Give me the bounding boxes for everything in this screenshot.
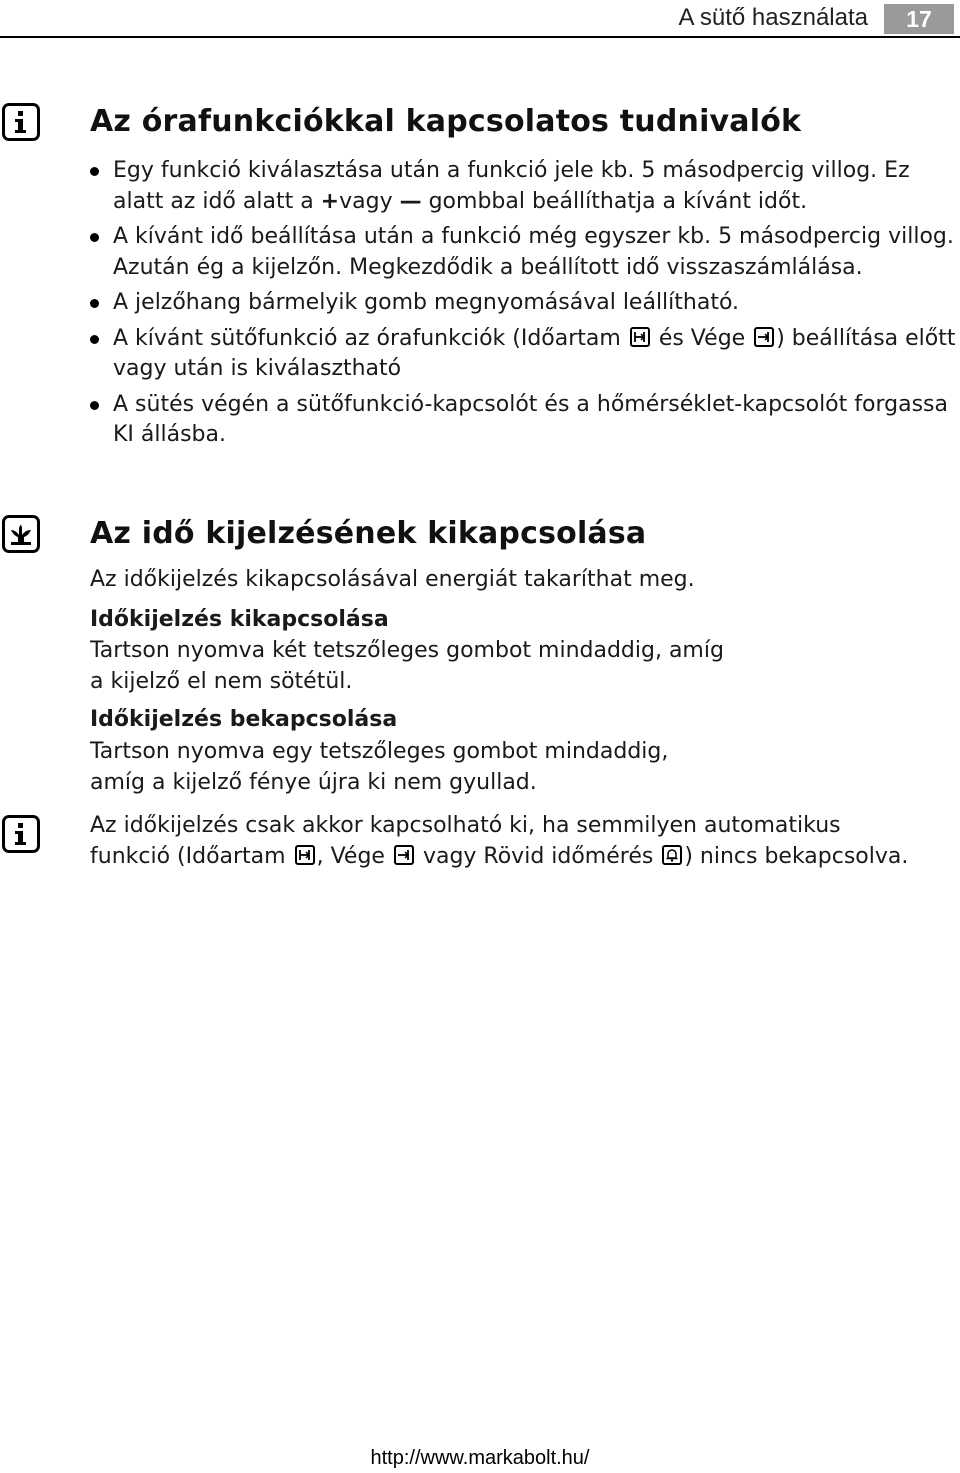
- info-icon: [2, 815, 40, 853]
- info-icon: [2, 103, 40, 141]
- page-header-title: A sütő használata: [678, 4, 868, 31]
- display-off-note: Az időkijelzés csak akkor kapcsolható ki, ha semmilyen automatikus funkció (Időartam , Vége vagy Rövid időmérés ) nincs bekapcsolva.: [90, 813, 909, 869]
- plus-symbol: +: [320, 188, 340, 214]
- list-item: Egy funkció kiválasztása után a funkció jele kb. 5 másodpercig villog. Ez alatt az idő alatt a +vagy — gombbal beállíthatja a kívánt időt.: [88, 156, 956, 217]
- section-title-clock-functions: Az órafunkciókkal kapcsolatos tudnivalók: [90, 104, 802, 139]
- list-item: A kívánt idő beállítása után a funkció még egyszer kb. 5 másodpercig villog. Azután ég a kijelzőn. Megkezdődik a beállított idő visszaszámlálása.: [88, 222, 956, 283]
- list-item: A jelzőhang bármelyik gomb megnyomásával leállítható.: [88, 288, 956, 319]
- list-item: A sütés végén a sütőfunkció-kapcsolót és a hőmérséklet-kapcsolót forgassa KI állásba.: [88, 390, 956, 451]
- display-off-heading: Időkijelzés kikapcsolása: [90, 607, 389, 632]
- list-item: A kívánt sütőfunkció az órafunkciók (Időartam és Vége ) beállítása előtt vagy után is kiválasztható: [88, 324, 956, 385]
- display-off-text: Tartson nyomva két tetszőleges gombot mindaddig, amíg a kijelző el nem sötétül.: [90, 638, 724, 694]
- end-time-icon: [394, 845, 414, 865]
- minus-symbol: —: [399, 188, 422, 214]
- display-on-text: Tartson nyomva egy tetszőleges gombot mindaddig, amíg a kijelző fénye újra ki nem gyullad.: [90, 739, 669, 795]
- eco-icon: [2, 515, 40, 553]
- duration-icon: [630, 327, 650, 347]
- footer-url: http://www.markabolt.hu/: [370, 1447, 590, 1469]
- clock-functions-list: [88, 156, 956, 456]
- page-number: 17: [884, 4, 954, 34]
- display-on-heading: Időkijelzés bekapcsolása: [90, 707, 398, 732]
- bell-icon: [662, 845, 682, 865]
- header-rule: [0, 36, 960, 38]
- section2-intro: Az időkijelzés kikapcsolásával energiát takaríthat meg.: [90, 567, 695, 592]
- duration-icon: [295, 845, 315, 865]
- section-title-display-off: Az idő kijelzésének kikapcsolása: [90, 516, 647, 551]
- end-time-icon: [754, 327, 774, 347]
